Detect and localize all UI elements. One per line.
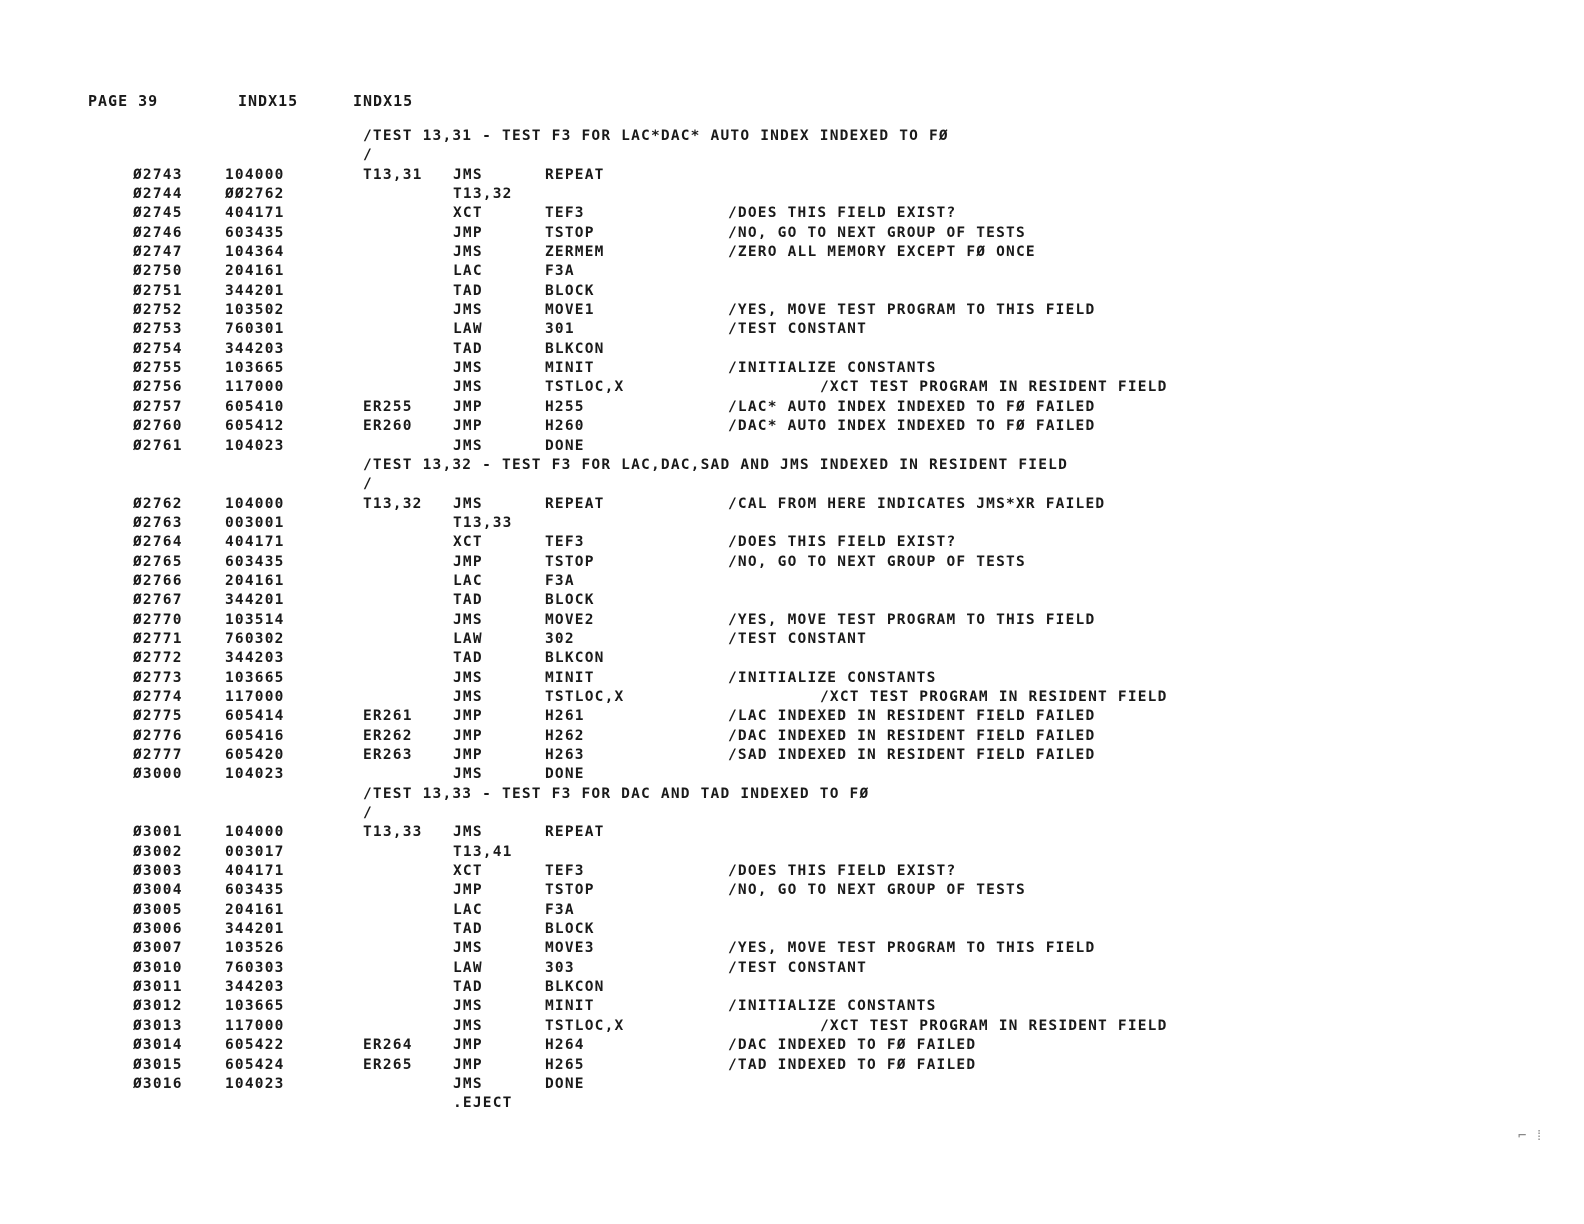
operand: H255 [545, 398, 585, 415]
operand: 301 [545, 321, 575, 338]
octal-code: 103502 [225, 302, 285, 319]
comment-text: / [363, 805, 373, 822]
address: Ø2751 [133, 282, 183, 299]
address: Ø2765 [133, 553, 183, 570]
address: Ø2744 [133, 186, 183, 203]
opcode: JMS [453, 766, 483, 783]
octal-code: 204161 [225, 263, 285, 280]
code-line [0, 437, 1584, 456]
opcode: JMS [453, 940, 483, 957]
operand: TSTOP [545, 882, 595, 899]
address: Ø2761 [133, 437, 183, 454]
code-line [0, 669, 1584, 688]
label: ER264 [363, 1037, 413, 1054]
operand: MINIT [545, 669, 595, 686]
opcode: JMS [453, 669, 483, 686]
octal-code: 344201 [225, 282, 285, 299]
operand: MOVE2 [545, 611, 595, 628]
address: Ø3003 [133, 863, 183, 880]
label: T13,32 [363, 495, 423, 512]
comment: /NO, GO TO NEXT GROUP OF TESTS [728, 882, 1026, 899]
address: Ø3013 [133, 1017, 183, 1034]
octal-code: 344203 [225, 979, 285, 996]
address: Ø2747 [133, 244, 183, 261]
octal-code: 344203 [225, 650, 285, 667]
comment: /DAC INDEXED TO FØ FAILED [728, 1037, 977, 1054]
octal-code: 103514 [225, 611, 285, 628]
opcode: LAC [453, 263, 483, 280]
address: Ø2745 [133, 205, 183, 222]
opcode: JMP [453, 708, 483, 725]
octal-code: 603435 [225, 224, 285, 241]
operand: H264 [545, 1037, 585, 1054]
comment: /CAL FROM HERE INDICATES JMS*XR FAILED [728, 495, 1106, 512]
operand: MOVE3 [545, 940, 595, 957]
comment: /TAD INDEXED TO FØ FAILED [728, 1056, 977, 1073]
octal-code: 605424 [225, 1056, 285, 1073]
opcode: XCT [453, 863, 483, 880]
operand: TEF3 [545, 534, 585, 551]
code-line [0, 301, 1584, 320]
operand: H260 [545, 418, 585, 435]
comment: /NO, GO TO NEXT GROUP OF TESTS [728, 553, 1026, 570]
address: Ø3006 [133, 921, 183, 938]
comment: /TEST CONSTANT [728, 321, 868, 338]
code-line [0, 224, 1584, 243]
comment-line [0, 804, 1584, 823]
octal-code: 760301 [225, 321, 285, 338]
comment-text: /TEST 13,33 - TEST F3 FOR DAC AND TAD INDEXED TO FØ [363, 785, 870, 802]
octal-code: 603435 [225, 553, 285, 570]
comment: /INITIALIZE CONSTANTS [728, 669, 937, 686]
operand: H261 [545, 708, 585, 725]
comment: /INITIALIZE CONSTANTS [728, 360, 937, 377]
opcode: JMP [453, 882, 483, 899]
opcode: LAW [453, 630, 483, 647]
code-line [0, 978, 1584, 997]
label: ER260 [363, 418, 413, 435]
address: Ø2775 [133, 708, 183, 725]
code-line [0, 398, 1584, 417]
opcode: JMP [453, 1056, 483, 1073]
address: Ø3012 [133, 998, 183, 1015]
opcode: JMS [453, 360, 483, 377]
comment: /YES, MOVE TEST PROGRAM TO THIS FIELD [728, 611, 1096, 628]
address: Ø3016 [133, 1075, 183, 1092]
address: Ø2763 [133, 514, 183, 531]
octal-code: 404171 [225, 863, 285, 880]
octal-code: 003001 [225, 514, 285, 531]
octal-code: 104023 [225, 766, 285, 783]
operand: MINIT [545, 998, 595, 1015]
address: Ø2770 [133, 611, 183, 628]
address: Ø2762 [133, 495, 183, 512]
operand: BLOCK [545, 592, 595, 609]
code-line [0, 1017, 1584, 1036]
code-line [0, 204, 1584, 223]
octal-code: 760303 [225, 959, 285, 976]
octal-code: 404171 [225, 534, 285, 551]
comment: /NO, GO TO NEXT GROUP OF TESTS [728, 224, 1026, 241]
operand: REPEAT [545, 824, 605, 841]
address: Ø3005 [133, 901, 183, 918]
operand: TSTLOC,X [545, 688, 625, 705]
comment-line [0, 475, 1584, 494]
comment: /XCT TEST PROGRAM IN RESIDENT FIELD [820, 1017, 1168, 1034]
header-title: INDX15 [238, 92, 299, 110]
address: Ø2776 [133, 727, 183, 744]
address: Ø3004 [133, 882, 183, 899]
opcode: TAD [453, 921, 483, 938]
code-line [0, 707, 1584, 726]
address: Ø2755 [133, 360, 183, 377]
opcode: JMS [453, 688, 483, 705]
operand: DONE [545, 1075, 585, 1092]
comment: /YES, MOVE TEST PROGRAM TO THIS FIELD [728, 302, 1096, 319]
opcode: TAD [453, 979, 483, 996]
octal-code: 104000 [225, 166, 285, 183]
operand: TEF3 [545, 205, 585, 222]
address: Ø2773 [133, 669, 183, 686]
opcode: LAC [453, 901, 483, 918]
operand: 302 [545, 630, 575, 647]
octal-code: 104000 [225, 495, 285, 512]
octal-code: 603435 [225, 882, 285, 899]
operand: BLKCON [545, 650, 605, 667]
code-line [0, 765, 1584, 784]
address: Ø2766 [133, 572, 183, 589]
code-line [0, 282, 1584, 301]
opcode: JMS [453, 998, 483, 1015]
octal-code: 103665 [225, 360, 285, 377]
code-line [0, 630, 1584, 649]
code-line [0, 1056, 1584, 1075]
address: Ø2743 [133, 166, 183, 183]
comment: /TEST CONSTANT [728, 959, 868, 976]
code-line [0, 1075, 1584, 1094]
opcode: .EJECT [453, 1095, 513, 1112]
code-line [0, 320, 1584, 339]
address: Ø2760 [133, 418, 183, 435]
octal-code: 605412 [225, 418, 285, 435]
operand: TSTOP [545, 224, 595, 241]
octal-code: 605414 [225, 708, 285, 725]
opcode: T13,33 [453, 514, 513, 531]
comment-text: /TEST 13,32 - TEST F3 FOR LAC,DAC,SAD AND JMS INDEXED IN RESIDENT FIELD [363, 456, 1069, 473]
code-line [0, 553, 1584, 572]
comment: /TEST CONSTANT [728, 630, 868, 647]
opcode: TAD [453, 282, 483, 299]
code-line [0, 862, 1584, 881]
octal-code: 104023 [225, 1075, 285, 1092]
opcode: JMP [453, 224, 483, 241]
code-line [0, 572, 1584, 591]
operand: DONE [545, 437, 585, 454]
code-line [0, 533, 1584, 552]
comment: /DAC* AUTO INDEX INDEXED TO FØ FAILED [728, 418, 1096, 435]
code-listing [0, 127, 1584, 1114]
operand: TSTOP [545, 553, 595, 570]
operand: H262 [545, 727, 585, 744]
comment-text: /TEST 13,31 - TEST F3 FOR LAC*DAC* AUTO INDEX INDEXED TO FØ [363, 128, 949, 144]
code-line [0, 843, 1584, 862]
octal-code: 404171 [225, 205, 285, 222]
opcode: JMP [453, 418, 483, 435]
address: Ø3001 [133, 824, 183, 841]
address: Ø3015 [133, 1056, 183, 1073]
operand: BLKCON [545, 340, 605, 357]
operand: F3A [545, 901, 575, 918]
address: Ø2764 [133, 534, 183, 551]
opcode: JMP [453, 1037, 483, 1054]
address: Ø3011 [133, 979, 183, 996]
operand: TSTLOC,X [545, 379, 625, 396]
opcode: LAW [453, 959, 483, 976]
opcode: JMP [453, 553, 483, 570]
opcode: JMS [453, 437, 483, 454]
operand: REPEAT [545, 495, 605, 512]
opcode: LAW [453, 321, 483, 338]
operand: MINIT [545, 360, 595, 377]
address: Ø2756 [133, 379, 183, 396]
code-line [0, 185, 1584, 204]
comment: /SAD INDEXED IN RESIDENT FIELD FAILED [728, 747, 1096, 763]
label: T13,33 [363, 824, 423, 841]
address: Ø2754 [133, 340, 183, 357]
code-line [0, 166, 1584, 185]
comment: /LAC INDEXED IN RESIDENT FIELD FAILED [728, 708, 1096, 725]
address: Ø3010 [133, 959, 183, 976]
opcode: JMP [453, 727, 483, 744]
address: Ø2772 [133, 650, 183, 667]
comment: /DOES THIS FIELD EXIST? [728, 205, 957, 222]
octal-code: 204161 [225, 572, 285, 589]
code-line [0, 495, 1584, 514]
code-line [0, 514, 1584, 533]
code-line [0, 649, 1584, 668]
octal-code: ØØ2762 [225, 186, 285, 203]
label: ER261 [363, 708, 413, 725]
code-line [0, 727, 1584, 746]
comment-text: / [363, 147, 373, 164]
address: Ø2750 [133, 263, 183, 280]
comment: /XCT TEST PROGRAM IN RESIDENT FIELD [820, 379, 1168, 396]
code-line [0, 746, 1584, 765]
address: Ø2774 [133, 688, 183, 705]
code-line [0, 591, 1584, 610]
code-line [0, 262, 1584, 281]
octal-code: 204161 [225, 901, 285, 918]
address: Ø3014 [133, 1037, 183, 1054]
code-line [0, 939, 1584, 958]
opcode: JMS [453, 495, 483, 512]
opcode: JMS [453, 166, 483, 183]
operand: F3A [545, 572, 575, 589]
label: ER263 [363, 747, 413, 763]
comment: /DOES THIS FIELD EXIST? [728, 863, 957, 880]
comment-text: / [363, 476, 373, 493]
octal-code: 117000 [225, 688, 285, 705]
octal-code: 103526 [225, 940, 285, 957]
code-line [0, 340, 1584, 359]
operand: F3A [545, 263, 575, 280]
opcode: JMS [453, 611, 483, 628]
octal-code: 344203 [225, 340, 285, 357]
label: ER255 [363, 398, 413, 415]
opcode: T13,32 [453, 186, 513, 203]
opcode: XCT [453, 534, 483, 551]
address: Ø2767 [133, 592, 183, 609]
opcode: JMS [453, 824, 483, 841]
code-line [0, 997, 1584, 1016]
address: Ø3000 [133, 766, 183, 783]
code-line [0, 920, 1584, 939]
comment-line [0, 127, 1584, 146]
octal-code: 760302 [225, 630, 285, 647]
opcode: JMP [453, 398, 483, 415]
operand: REPEAT [545, 166, 605, 183]
octal-code: 605416 [225, 727, 285, 744]
comment-line [0, 456, 1584, 475]
code-line [0, 901, 1584, 920]
code-line [0, 378, 1584, 397]
octal-code: 103665 [225, 669, 285, 686]
operand: BLKCON [545, 979, 605, 996]
label: ER262 [363, 727, 413, 744]
octal-code: 104023 [225, 437, 285, 454]
address: Ø2777 [133, 747, 183, 763]
opcode: TAD [453, 650, 483, 667]
octal-code: 104364 [225, 244, 285, 261]
operand: 303 [545, 959, 575, 976]
comment: /XCT TEST PROGRAM IN RESIDENT FIELD [820, 688, 1168, 705]
opcode: JMS [453, 1017, 483, 1034]
comment: /LAC* AUTO INDEX INDEXED TO FØ FAILED [728, 398, 1096, 415]
address: Ø2752 [133, 302, 183, 319]
code-line [0, 881, 1584, 900]
comment: /YES, MOVE TEST PROGRAM TO THIS FIELD [728, 940, 1096, 957]
operand: H265 [545, 1056, 585, 1073]
octal-code: 117000 [225, 1017, 285, 1034]
opcode: JMS [453, 1075, 483, 1092]
code-line [0, 959, 1584, 978]
code-line [0, 417, 1584, 436]
opcode: JMS [453, 244, 483, 261]
code-line [0, 823, 1584, 842]
comment: /DOES THIS FIELD EXIST? [728, 534, 957, 551]
operand: TSTLOC,X [545, 1017, 625, 1034]
octal-code: 605422 [225, 1037, 285, 1054]
address: Ø2757 [133, 398, 183, 415]
header-subtitle: INDX15 [353, 92, 414, 110]
octal-code: 605410 [225, 398, 285, 415]
octal-code: 605420 [225, 747, 285, 763]
opcode: LAC [453, 572, 483, 589]
operand: MOVE1 [545, 302, 595, 319]
address: Ø3007 [133, 940, 183, 957]
code-line [0, 1094, 1584, 1113]
code-line [0, 243, 1584, 262]
page-number: PAGE 39 [88, 92, 159, 110]
opcode: TAD [453, 592, 483, 609]
address: Ø2746 [133, 224, 183, 241]
octal-code: 344201 [225, 921, 285, 938]
code-line [0, 1036, 1584, 1055]
operand: BLOCK [545, 282, 595, 299]
opcode: JMP [453, 747, 483, 763]
address: Ø2753 [133, 321, 183, 338]
opcode: XCT [453, 205, 483, 222]
code-line [0, 611, 1584, 630]
operand: ZERMEM [545, 244, 605, 261]
address: Ø2771 [133, 630, 183, 647]
operand: DONE [545, 766, 585, 783]
octal-code: 117000 [225, 379, 285, 396]
code-line [0, 688, 1584, 707]
comment-line [0, 785, 1584, 804]
octal-code: 104000 [225, 824, 285, 841]
label: ER265 [363, 1056, 413, 1073]
address: Ø3002 [133, 843, 183, 860]
octal-code: 344201 [225, 592, 285, 609]
opcode: T13,41 [453, 843, 513, 860]
code-line [0, 359, 1584, 378]
opcode: TAD [453, 340, 483, 357]
comment: /INITIALIZE CONSTANTS [728, 998, 937, 1015]
operand: H263 [545, 747, 585, 763]
comment: /ZERO ALL MEMORY EXCEPT FØ ONCE [728, 244, 1036, 261]
label: T13,31 [363, 166, 423, 183]
operand: TEF3 [545, 863, 585, 880]
operand: BLOCK [545, 921, 595, 938]
comment-line [0, 146, 1584, 165]
octal-code: 003017 [225, 843, 285, 860]
comment: /DAC INDEXED IN RESIDENT FIELD FAILED [728, 727, 1096, 744]
margin-mark: ⌐ ⁞ [1518, 1128, 1544, 1144]
opcode: JMS [453, 302, 483, 319]
octal-code: 103665 [225, 998, 285, 1015]
opcode: JMS [453, 379, 483, 396]
